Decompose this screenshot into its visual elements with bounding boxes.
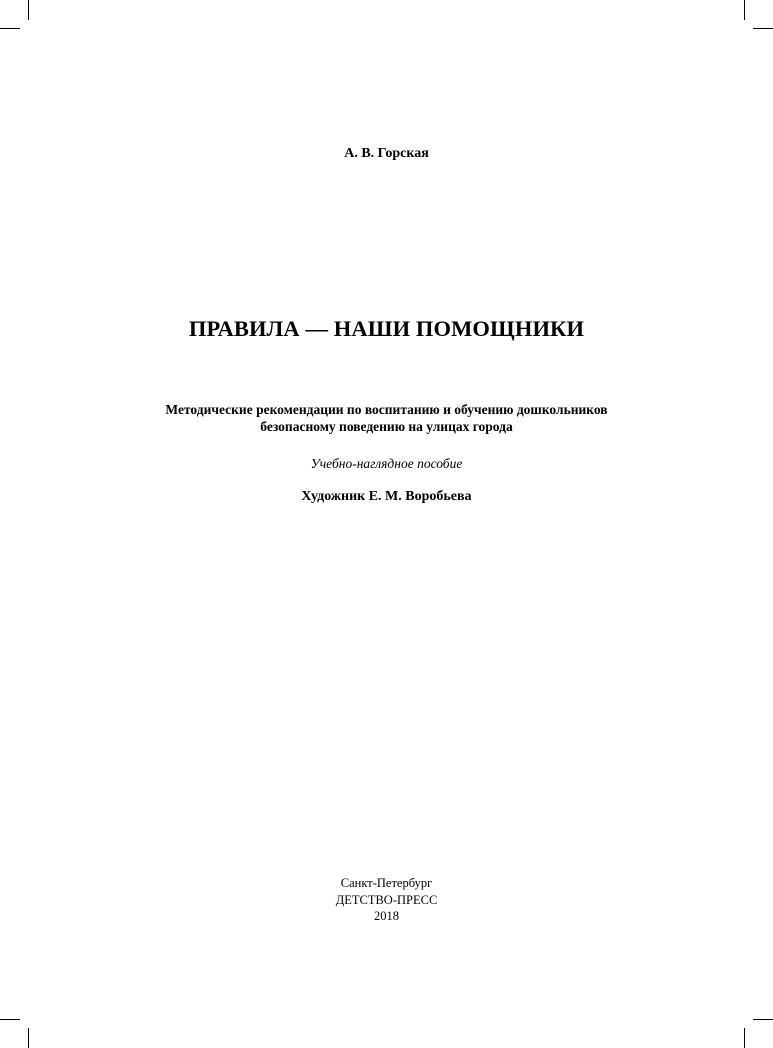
crop-mark-bottom-right-horizontal — [753, 1019, 773, 1020]
crop-mark-top-right-horizontal — [753, 28, 773, 29]
artist: Художник Е. М. Воробьева — [301, 489, 472, 504]
crop-mark-top-left-horizontal — [0, 28, 20, 29]
genre: Учебно-наглядное пособие — [310, 456, 463, 471]
imprint-year: 2018 — [374, 909, 399, 923]
crop-mark-bottom-left-vertical — [28, 1028, 29, 1048]
book-title: ПРАВИЛА — НАШИ ПОМОЩНИКИ — [188, 316, 585, 341]
imprint — [0, 875, 773, 925]
crop-mark-top-right-vertical — [744, 0, 745, 20]
crop-mark-top-left-vertical — [28, 0, 29, 20]
subtitle — [0, 401, 773, 435]
imprint-publisher: ДЕТСТВО-ПРЕСС — [335, 892, 438, 907]
crop-mark-bottom-left-horizontal — [0, 1019, 20, 1020]
subtitle-line-2: безопасному поведению на улицах города — [260, 419, 513, 434]
subtitle-line-1: Методические рекомендации по воспитанию и обучению дошкольников — [165, 402, 608, 417]
crop-mark-bottom-right-vertical — [744, 1028, 745, 1048]
author: А. В. Горская — [344, 146, 429, 161]
imprint-city: Санкт-Петербург — [340, 876, 433, 890]
